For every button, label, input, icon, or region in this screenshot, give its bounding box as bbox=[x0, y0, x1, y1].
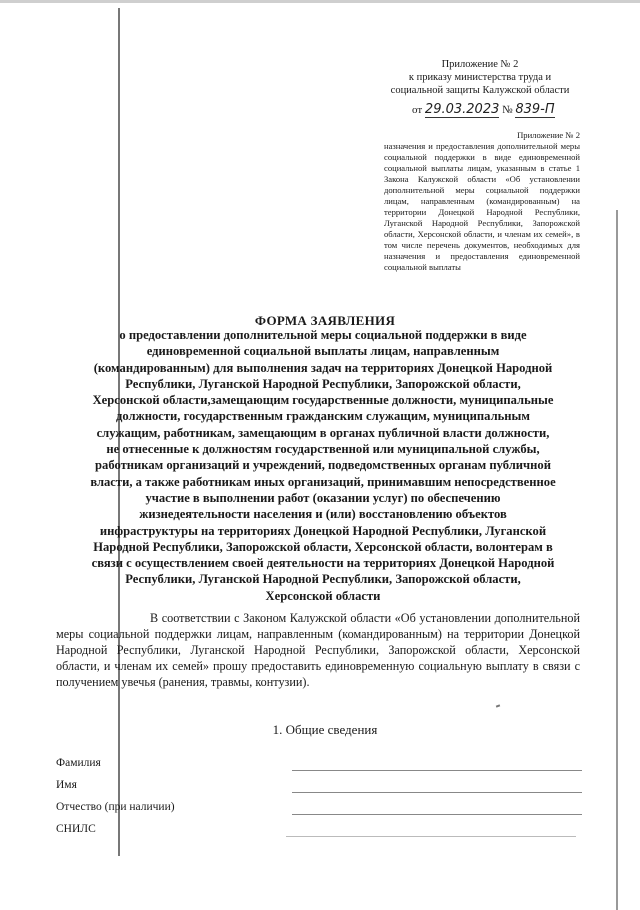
subtitle-line: Херсонской области bbox=[265, 588, 381, 603]
surname-input-line[interactable] bbox=[292, 770, 582, 771]
scan-speck bbox=[496, 704, 500, 707]
order-number-label: № bbox=[502, 104, 513, 116]
sub-appendix-text: назначения и предоставления дополнительной меры социальной поддержки в виде единовременной социальной выплаты лицам, указанным в статье 1 Закона Калужской области «Об установлении дополнительной меры социальной поддержки лицам, направленным (командированным) на территории Донецкой Народной Республики, Луганской Народной Республики, Запорожской области, Херсонской области, и членам их семей», в том числе перечень документов, необходимых для назначения и предоставления единовременной социальной выплаты bbox=[384, 141, 580, 272]
subtitle-line: связи с осуществлением своей деятельности на территориях Донецкой Народной bbox=[91, 556, 555, 571]
subtitle-line: власти, а также работникам иных организаций, принимавшим непосредственное bbox=[90, 474, 556, 489]
appendix-block bbox=[380, 58, 580, 97]
subtitle-line: инфраструктуры на территориях Донецкой Народной Республики, Луганской bbox=[99, 523, 547, 538]
subtitle-line: Республики, Луганской Народной Республики, Запорожской области, bbox=[125, 376, 521, 391]
field-label-snils: СНИЛС bbox=[56, 823, 96, 835]
name-input-line[interactable] bbox=[292, 792, 582, 793]
sub-appendix-heading: Приложение № 2 bbox=[517, 130, 580, 140]
subtitle-line: единовременной социальной выплаты лицам, направленным bbox=[146, 344, 500, 359]
subtitle-line: должности, государственным гражданским служащим, муниципальным bbox=[116, 409, 530, 424]
snils-input-line[interactable] bbox=[286, 836, 576, 837]
appendix-line-1: Приложение № 2 bbox=[441, 59, 519, 70]
subtitle-line: не отнесенные к должностям государственной или муниципальной службы, bbox=[106, 442, 540, 457]
sub-appendix-block bbox=[384, 130, 580, 273]
subtitle-line: жизнедеятельности населения и (или) восстановлению объектов bbox=[139, 507, 507, 522]
subtitle-line: (командированным) для выполнения задач на территориях Донецкой Народной bbox=[93, 360, 553, 375]
order-prefix: от bbox=[412, 104, 423, 116]
field-label-name: Имя bbox=[56, 779, 77, 791]
subtitle-line: участие в выполнении работ (оказании услуг) по обеспечению bbox=[145, 490, 501, 505]
field-label-patronymic: Отчество (при наличии) bbox=[56, 801, 175, 813]
patronymic-input-line[interactable] bbox=[292, 814, 582, 815]
scan-top-edge bbox=[0, 0, 640, 3]
subtitle-line: служащим, работникам, замещающим в органах публичной власти должности, bbox=[96, 425, 550, 440]
subtitle-line: Республики, Луганской Народной Республики, Запорожской области, bbox=[125, 572, 521, 587]
form-subtitle bbox=[58, 327, 588, 604]
appendix-line-3: социальной защиты Калужской области bbox=[390, 85, 570, 96]
subtitle-line: о предоставлении дополнительной меры социальной поддержки в виде bbox=[119, 328, 527, 342]
appendix-line-2: к приказу министерства труда и bbox=[408, 72, 552, 83]
subtitle-line: Народной Республики, Запорожской области, Херсонской области, волонтерам в bbox=[93, 539, 553, 554]
subtitle-line: работникам организаций и учреждений, подведомственных органам публичной bbox=[95, 458, 551, 473]
order-date: 29.03.2023 bbox=[424, 102, 500, 117]
form-title: ФОРМА ЗАЯВЛЕНИЯ bbox=[254, 313, 396, 328]
order-line bbox=[412, 102, 555, 117]
section-title: 1. Общие сведения bbox=[272, 722, 378, 737]
body-paragraph: В соответствии с Законом Калужской области «Об установлении дополнительной меры социальной поддержки лицам, направленным (командированным) на территории Донецкой Народной Республики, Луганской Народной Республики, Запорожской области, Херсонской области, и членам их семей» прошу предоставить единовременную социальную выплату в связи с получением увечья (ранения, травмы, контузии). bbox=[56, 611, 580, 689]
scan-right-edge bbox=[616, 210, 618, 910]
order-number: 839-П bbox=[515, 102, 555, 117]
subtitle-line: Херсонской области,замещающим государственные должности, муниципальные bbox=[92, 393, 554, 408]
field-label-surname: Фамилия bbox=[56, 757, 101, 769]
